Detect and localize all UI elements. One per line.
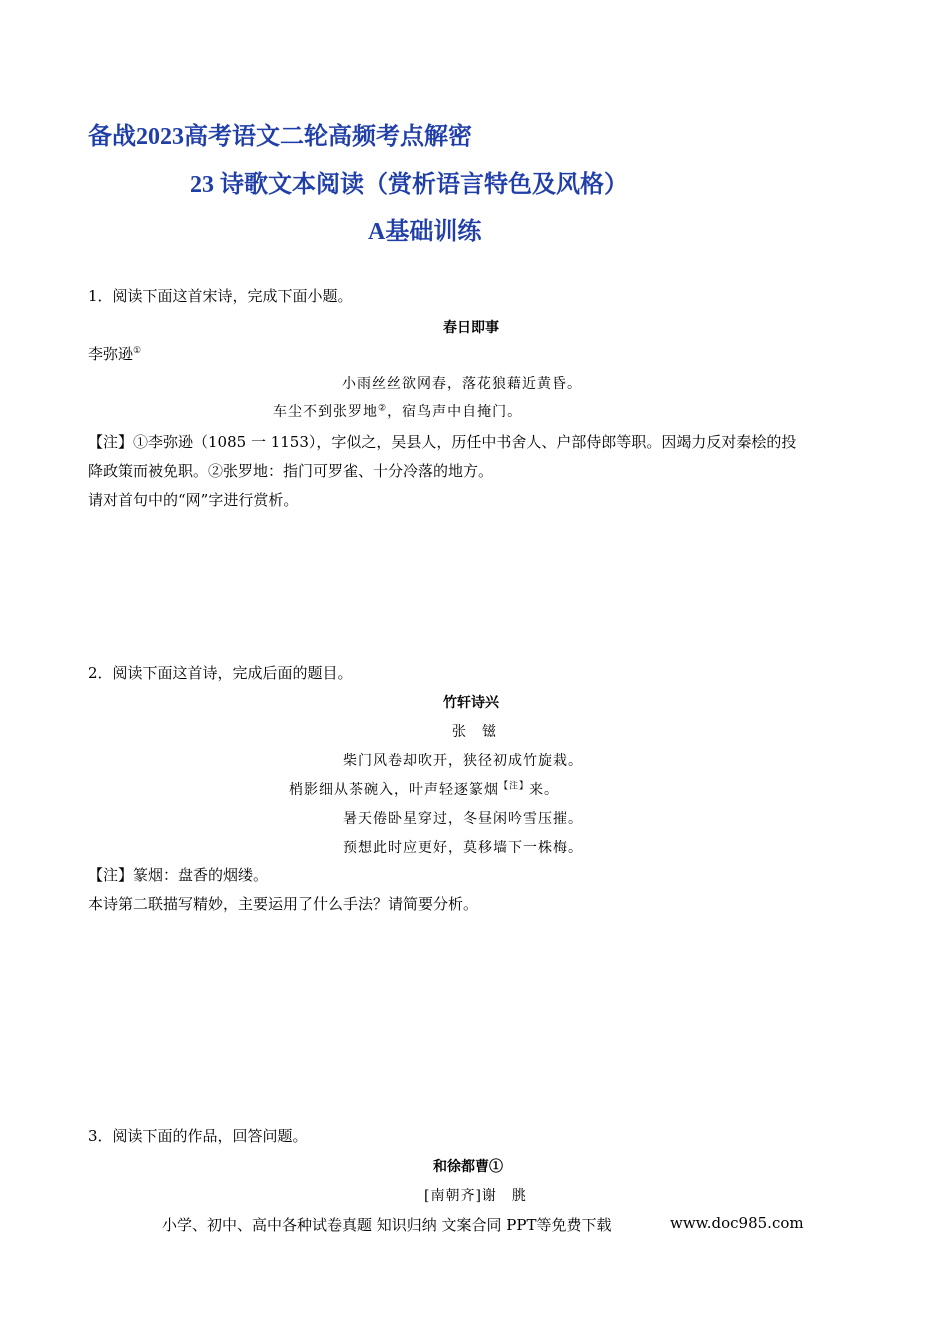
footer-website-link[interactable]: www.doc985.com: [670, 1214, 804, 1232]
q2-poem-title: 竹轩诗兴: [443, 695, 499, 711]
q1-poem-line2-part2: ，宿鸟声中自掩门。: [387, 404, 523, 420]
q1-poem-line2: [273, 401, 522, 421]
header-title-line1: 备战2023高考语文二轮高频考点解密: [88, 124, 472, 150]
q1-note-line2: 降政策而被免职。②张罗地：指门可罗雀、十分冷落的地方。: [88, 462, 494, 480]
q2-poem-line3: 暑天倦卧星穿过，冬昼闲吟雪压摧。: [343, 811, 583, 827]
q2-note: 【注】篆烟：盘香的烟缕。: [88, 866, 269, 884]
q2-poem-line2-part2: 来。: [529, 782, 560, 798]
q1-poem-line2-part1: 车尘不到张罗地: [273, 404, 378, 420]
q1-author-note-mark: ①: [133, 346, 142, 356]
q2-poem-line1: 柴门风卷却吹开，狭径初成竹旋栽。: [343, 753, 583, 769]
q1-note-line1: 【注】①李弥逊（1085 一 1153），字似之，吴县人，历任中书舍人、户部侍郎等职。因竭力反对秦桧的投: [88, 433, 797, 451]
q1-author-name: 李弥逊: [88, 345, 134, 363]
q1-poem-line2-note-mark: ②: [378, 403, 388, 414]
q2-poem-line2: [289, 779, 559, 799]
q1-poem-title: 春日即事: [443, 320, 499, 336]
header-title-line3: A基础训练: [368, 219, 482, 245]
q2-poem-line4: 预想此时应更好，莫移墙下一株梅。: [343, 840, 583, 856]
q3-poem-title: 和徐都曹①: [433, 1159, 503, 1175]
q2-prompt: 2．阅读下面这首诗，完成后面的题目。: [88, 664, 353, 682]
q2-poem-line2-note-mark: 【注】: [499, 781, 530, 792]
q3-author: [南朝齐]谢 朓: [424, 1188, 527, 1204]
q2-poem-line2-part1: 梢影细从茶碗入，叶声轻逐篆烟: [289, 782, 499, 798]
q3-prompt: 3．阅读下面的作品，回答问题。: [88, 1127, 308, 1145]
q1-question: 请对首句中的“网”字进行赏析。: [88, 491, 299, 509]
header-title-line2: 23 诗歌文本阅读（赏析语言特色及风格）: [190, 172, 628, 198]
q2-question: 本诗第二联描写精妙，主要运用了什么手法？请简要分析。: [88, 895, 479, 913]
q1-author: [88, 344, 141, 364]
footer-text: 小学、初中、高中各种试卷真题 知识归纳 文案合同 PPT等免费下载: [162, 1216, 612, 1234]
q1-poem-line1: 小雨丝丝欲网春，落花狼藉近黄昏。: [342, 376, 582, 392]
q1-prompt: 1．阅读下面这首宋诗，完成下面小题。: [88, 287, 353, 305]
q2-author: 张 镃: [452, 724, 497, 740]
